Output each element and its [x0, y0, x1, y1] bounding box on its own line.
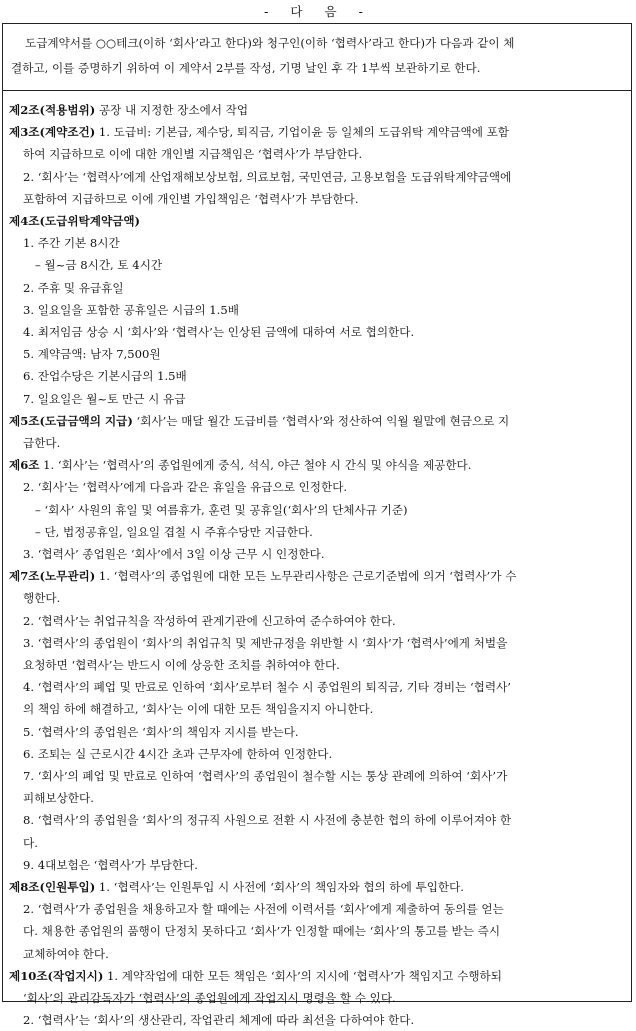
clause-continuation-line	[23, 898, 504, 920]
clause-continuation-line	[23, 610, 396, 632]
clause-continuation-line	[23, 743, 332, 765]
clause-continuation-line	[23, 809, 511, 831]
clause-text: 3. ‘협력사’ 종업원은 ‘회사’에서 3일 이상 근무 시 인정한다.	[23, 547, 325, 561]
clause-text: 2. ‘회사’는 ‘협력사’에게 다음과 같은 휴일을 유급으로 인정한다.	[23, 480, 348, 495]
clause-text: 3. 일요일을 포함한 공휴일은 시급의 1.5배	[23, 302, 239, 317]
clause-text: 9. 4대보험은 ‘협력사’가 부담한다.	[23, 857, 198, 872]
clause-title: 제4조(도급위탁계약금액)	[9, 214, 141, 228]
clause-text: 1. 도급비: 기본급, 제수당, 퇴직금, 기업이윤 등 일체의 도급위탁 계약금액에 포함	[95, 125, 510, 140]
clause-continuation-line	[23, 721, 299, 743]
clause-text: 공장 내 지정한 장소에서 작업	[95, 103, 249, 117]
clause-title: 제6조	[9, 458, 40, 473]
clause-line	[9, 410, 509, 432]
clause-text: 6. 잔업수당은 기본시급의 1.5배	[23, 369, 187, 384]
contract-box	[2, 23, 632, 1028]
clause-continuation-line	[23, 765, 507, 787]
clause-text: 요청하면 ‘협력사’는 반드시 이에 상응한 조치를 취하여야 한다.	[23, 658, 340, 672]
clause-continuation-line	[23, 232, 120, 254]
clause-line	[9, 565, 516, 587]
clause-text: 5. ‘협력사’의 종업원은 ‘회사’의 책임자 지시를 받는다.	[23, 724, 299, 739]
clause-text: 교체하여야 한다.	[23, 946, 109, 961]
clause-line	[9, 99, 248, 121]
clause-text: – 월~금 8시간, 토 4시간	[35, 258, 163, 273]
clause-title: 제8조(인원투입)	[9, 880, 96, 894]
clause-text: 2. ‘협력사’는 ‘회사’의 생산관리, 작업관리 체계에 따라 최선을 다하여야 한다.	[23, 1013, 415, 1028]
clause-line	[9, 454, 471, 476]
clause-text: 1. ‘협력사’는 인원투입 시 사전에 ‘회사’의 책임자와 협의 하에 투입한다.	[95, 880, 464, 894]
clause-line	[9, 121, 509, 143]
clause-title: 제3조(계약조건)	[9, 125, 96, 140]
clause-continuation-line	[35, 254, 162, 276]
clause-text: 피해보상한다.	[23, 791, 94, 806]
clause-title: 제2조(적용범위)	[9, 103, 96, 117]
intro-line: 결하고, 이를 증명하기 위하여 이 계약서 2부를 작성, 기명 날인 후 각 1부씩 보관하기로 한다.	[11, 61, 481, 75]
clause-continuation-line	[23, 587, 60, 609]
clause-continuation-line	[23, 832, 38, 854]
clause-text: 다.	[23, 835, 38, 850]
clause-continuation-line	[23, 476, 347, 498]
clause-continuation-line	[23, 1009, 414, 1031]
clause-line	[9, 876, 464, 898]
clause-continuation-line	[23, 188, 359, 210]
clause-line	[9, 210, 140, 232]
clause-text: – ‘회사’ 사원의 휴일 및 여름휴가, 훈련 및 공휴일(‘회사’의 단체사규 기준)	[35, 502, 408, 517]
clause-text: 2. ‘협력사’는 취업규칙을 작성하여 관계기관에 신고하여 준수하여야 한다.	[23, 613, 396, 628]
clause-continuation-line	[23, 920, 500, 942]
clause-text: 1. 주간 기본 8시간	[23, 236, 120, 251]
clause-continuation-line	[23, 787, 94, 809]
clause-text: 행한다.	[23, 591, 61, 606]
clause-title: 제7조(노무관리)	[9, 569, 96, 584]
intro-paragraph	[3, 24, 631, 91]
clause-continuation-line	[23, 943, 109, 965]
clause-continuation-line	[23, 854, 198, 876]
clause-continuation-line	[23, 277, 124, 299]
clause-text: 3. ‘협력사’의 종업원이 ‘회사’의 취업규칙 및 제반규정을 위반할 시 ‘회사’가 ‘협력사’에게 처벌을	[23, 635, 508, 650]
clause-continuation-line	[23, 343, 161, 365]
clause-continuation-line	[23, 299, 239, 321]
clause-continuation-line	[23, 143, 362, 165]
clause-title: 제5조(도급금액의 지급)	[9, 413, 133, 428]
clause-text: 의 책임 하에 해결하고, ‘회사’는 이에 대한 모든 책임을지지 아니한다.	[23, 702, 374, 717]
clause-text: 1. ‘협력사’의 종업원에 대한 모든 노무관리사항은 근로기준법에 의거 ‘협력사’가 수	[95, 569, 517, 584]
contract-clauses	[3, 91, 631, 1028]
clause-text: 1. ‘회사’는 ‘협력사’의 종업원에게 중식, 석식, 야근 철야 시 간식 및 야식을 제공한다.	[39, 458, 472, 473]
section-heading: - 다 음 -	[263, 4, 373, 19]
clause-text: 4. ‘협력사’의 폐업 및 만료로 인하여 ‘회사’로부터 철수 시 종업원의 퇴직금, 기타 경비는 ‘협력사’	[23, 680, 511, 695]
clause-text: 2. ‘회사’는 ‘협력사’에게 산업재해보상보험, 의료보험, 국민연금, 고용보험을 도급위탁계약금액에	[23, 169, 512, 184]
clause-text: 7. 일요일은 월~토 만근 시 유급	[23, 391, 186, 406]
clause-continuation-line	[23, 321, 414, 343]
clause-text: 8. ‘협력사’의 종업원을 ‘회사’의 정규직 사원으로 전환 시 사전에 충분한 협의 하에 이루어져야 한	[23, 813, 512, 828]
clause-text: 5. 계약금액: 남자 7,500원	[23, 347, 161, 362]
intro-line: 도급계약서를 ○○테크(이하 ‘회사’라고 한다)와 청구인(이하 ‘협력사’라고 한다)가 다음과 같이 체	[25, 36, 515, 50]
clause-text: 다. 채용한 종업원의 품행이 단정치 못하다고 ‘회사’가 인정할 때에는 ‘회사’의 통고를 받는 즉시	[23, 924, 501, 939]
clause-text: 6. 조퇴는 실 근로시간 4시간 초과 근무자에 한하여 인정한다.	[23, 746, 333, 761]
clause-continuation-line	[23, 632, 507, 654]
clause-continuation-line	[23, 166, 511, 188]
clause-continuation-line	[23, 543, 325, 565]
clause-continuation-line	[23, 654, 340, 676]
clause-text: 7. ‘회사’의 폐업 및 만료로 인하여 ‘협력사’의 종업원이 철수할 시는 통상 관례에 의하여 ‘회사’가	[23, 769, 508, 783]
clause-text: 2. ‘협력사’가 종업원을 채용하고자 할 때에는 사전에 이력서를 ‘회사’에게 제출하여 동의를 얻는	[23, 902, 504, 917]
clause-continuation-line	[23, 987, 396, 1009]
clause-text: 1. 계약작업에 대한 모든 책임은 ‘회사’의 지시에 ‘협력사’가 책임지고 수행하되	[103, 968, 502, 983]
clause-text: 포함하여 지급하므로 이에 개인별 가입책임은 ‘협력사’가 부담한다.	[23, 191, 359, 206]
clause-continuation-line	[35, 521, 313, 543]
clause-title: 제10조(작업지시)	[9, 968, 104, 983]
clause-text: ‘회사’는 매달 월간 도급비를 ‘협력사’와 정산하여 익월 월말에 현금으로 지	[132, 413, 510, 428]
clause-text: ‘회사’의 관리감독자가 ‘협력사’의 종업원에게 작업지시 명령을 할 수 있다.	[23, 991, 396, 1005]
clause-text: 4. 최저임금 상승 시 ‘회사’와 ‘협력사’는 인상된 금액에 대하여 서로 협의한다.	[23, 325, 415, 339]
clause-continuation-line	[23, 388, 185, 410]
clause-text: 2. 주휴 및 유급휴일	[23, 280, 124, 295]
clause-text: 급한다.	[23, 436, 61, 450]
clause-continuation-line	[23, 365, 187, 387]
clause-text: 하여 지급하므로 이에 대한 개인별 지급책임은 ‘협력사’가 부담한다.	[23, 147, 363, 162]
clause-text: – 단, 법정공휴일, 일요일 겹칠 시 주휴수당만 지급한다.	[35, 524, 313, 539]
clause-continuation-line	[23, 432, 60, 454]
clause-continuation-line	[35, 499, 408, 521]
clause-line	[9, 965, 502, 987]
clause-continuation-line	[23, 698, 373, 720]
clause-continuation-line	[23, 676, 511, 698]
